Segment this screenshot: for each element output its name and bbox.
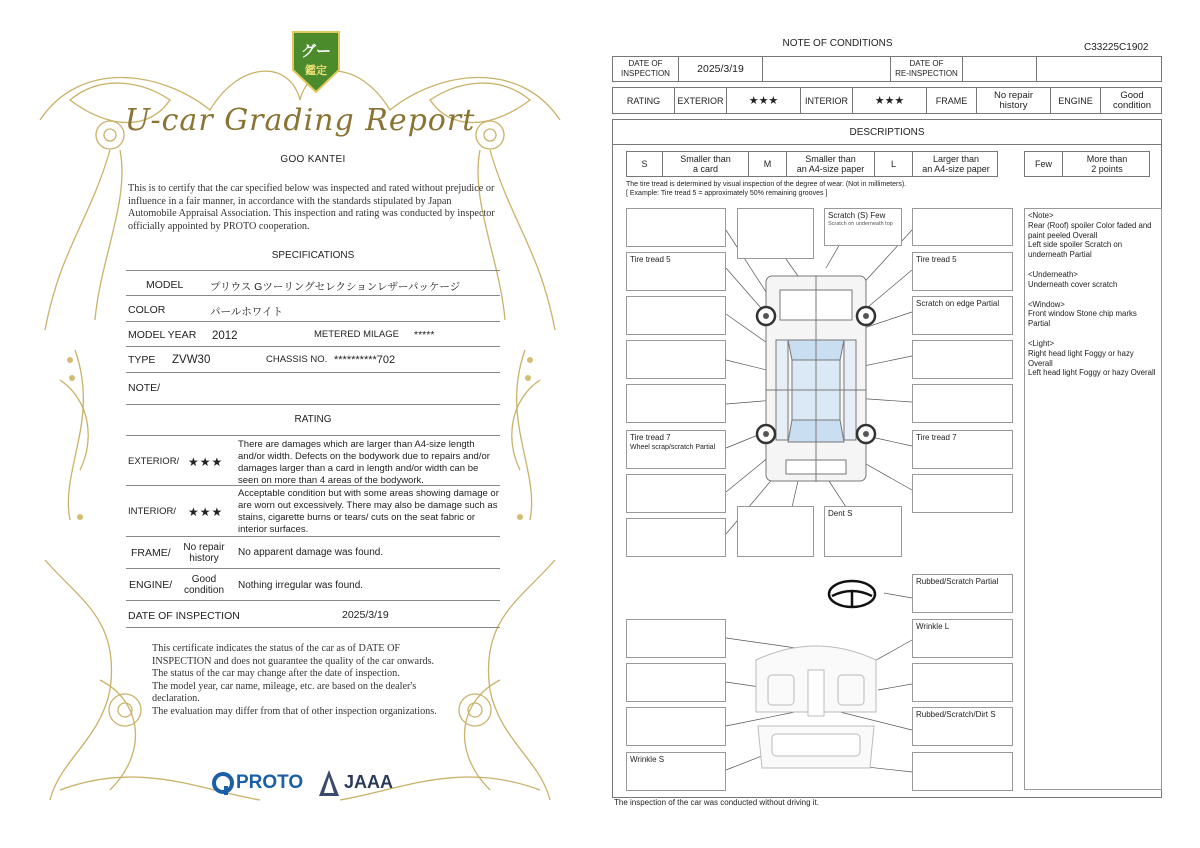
damage-box-tire-fr: Tire tread 5 [912,252,1013,291]
type-label: TYPE [128,354,156,366]
doi-label: DATE OF INSPECTION [613,57,679,81]
model-year-row [126,322,500,347]
type-value: ZVW30 [172,354,211,366]
legend-l: L [875,152,913,176]
car-top-view [766,276,866,482]
frame-label: FRAME/ [131,547,171,559]
damage-box-11 [626,518,726,557]
exterior-desc: There are damages which are larger than A4-size length and/or width. Defects on the bodywork due to repairs and/or damages larger than a card in length and/or width can be seen on more than 4 areas of the bodywork. [238,439,490,486]
frame-label: FRAME [927,88,977,113]
proto-logo-icon [212,772,234,796]
note-of-conditions [600,0,1200,848]
certificate-footer: This certificate indicates the status of the car as of DATE OF INSPECTION and does not guarantee the quality of the car onwards. The status of the car may change after the date of inspection. The model year, car name, mileage, etc. are based on the dealer's declaration. The evaluation may differ from that of other inspection organizations. [152,643,437,717]
damage-box-tire-fl: Tire tread 5 [626,252,726,291]
light-section: <Light> Right head light Foggy or hazy Overall Left head light Foggy or hazy Overall [1028,338,1156,378]
steering-wheel-icon [829,581,875,607]
note-row [126,373,500,405]
legend-few-text: More than 2 points [1086,154,1128,174]
color-label: COLOR [128,304,166,316]
exterior-stars: ★★★ [727,88,801,113]
damage-box-15 [912,663,1013,702]
damage-box-edge: Scratch on edge Partial [912,296,1013,335]
proto-brand: PROTO [236,772,304,793]
color-row [126,296,500,322]
legend-l-text: Larger than an A4-size paper [922,154,990,174]
svg-text:鑑定: 鑑定 [305,64,327,77]
certificate-intro: This is to certify that the car specified below was inspected and rated without prejudice or influence in a fair manner, in accordance with the standards stipulated by Japan Automobile Appraisal Association. This inspection and rating was conducted by inspector officially appointed by PROTO cooperation. [128,183,495,232]
noc-title: NOTE OF CONDITIONS [782,38,893,49]
damage-box-top-mid: Scratch (S) Few Scratch on underneath top [824,208,902,246]
doi-value: 2025/3/19 [679,57,763,81]
reinspection-label: DATE OF RE-INSPECTION [891,57,963,81]
jaaa-logo-icon [318,769,340,797]
engine-desc: Nothing irregular was found. [238,580,364,591]
window-section: <Window> Front window Stone chip marks Partial [1028,299,1137,329]
goo-kantei-logo [287,30,345,94]
model-year-value: 2012 [212,330,238,342]
interior-rating-row [126,486,500,537]
report-subtitle: GOO KANTEI [280,154,346,165]
note-label: NOTE/ [128,382,161,394]
damage-box-tire-rr: Tire tread 7 [912,430,1013,469]
damage-box-13 [626,619,726,658]
rating-heading: RATING [294,414,332,425]
type-row [126,347,500,373]
engine-label: ENGINE [1051,88,1101,113]
damage-box-3 [912,208,1013,246]
interior-label: INTERIOR/ [128,506,177,517]
note-section: <Note> Rear (Roof) spoiler Color faded and paint peeled Overall Left side spoiler Scratch on underneath Partial [1028,211,1152,260]
chassis-value: **********702 [334,354,396,366]
doi-value: 2025/3/19 [342,609,389,621]
underneath-section: <Underneath> Underneath cover scratch [1028,269,1118,289]
damage-box-12 [737,506,814,557]
damage-box-16 [626,707,726,746]
frame-value: No repair history [977,88,1051,113]
jaaa-brand: JAAA [344,772,394,792]
damage-box-5 [626,340,726,379]
notes-column [1024,208,1162,790]
engine-value: Good condition [1112,89,1152,111]
legend-s: S [627,152,663,176]
model-row [126,270,500,296]
engine-rating-row [126,569,500,601]
svg-text:グー: グー [300,42,332,60]
noc-footer: The inspection of the car was conducted without driving it. [614,798,819,807]
damage-box-1 [626,208,726,247]
legend-m-text: Smaller than an A4-size paper [787,152,875,176]
specifications-heading: SPECIFICATIONS [271,250,355,261]
damage-box-9 [626,474,726,513]
damage-box-7 [626,384,726,423]
engine-value: Good condition [183,574,225,596]
damage-box-2 [737,208,814,259]
damage-box-4 [626,296,726,335]
car-interior-view [756,646,876,768]
exterior-rating-row [126,435,500,486]
damage-box-tire-rl: Tire tread 7 Wheel scrap/scratch Partial [626,430,726,469]
legend-few: Few [1025,152,1063,176]
interior-stars: ★★★ [853,88,927,113]
interior-label: INTERIOR [801,88,853,113]
descriptions-heading: DESCRIPTIONS [613,120,1161,145]
engine-label: ENGINE/ [129,579,173,591]
damage-box-17 [912,752,1013,791]
date-of-inspection-row [126,601,500,628]
exterior-stars: ★★★ [188,455,224,469]
rating-label: RATING [613,88,675,113]
model-year-label: MODEL YEAR [128,329,197,341]
frame-desc: No apparent damage was found. [238,547,384,558]
model-label: MODEL [146,279,184,291]
frame-rating-row [126,537,500,569]
legend-s-text: Smaller than a card [663,152,749,176]
noc-id: C33225C1902 [1084,42,1149,53]
frame-value: No repair history [183,542,225,564]
damage-box-8 [912,384,1013,423]
damage-box-6 [912,340,1013,379]
tire-tread-note: The tire tread is determined by visual inspection of the degree of wear. (Not in millimeters). [ Example: Tire tread 5 = approximately 50% remaining grooves ] [626,181,907,197]
legend-m: M [749,152,787,176]
interior-desc: Acceptable condition but with some areas showing damage or are worn out excessively. There may also be damage such as stains, cigarette burns or tears/ cuts on the seat fabric or interior surfaces. [238,488,499,535]
damage-box-wrinkle-l: Wrinkle L [912,619,1013,658]
damage-box-dent: Dent S [824,506,902,557]
chassis-label: CHASSIS NO. [266,354,328,365]
model-value: プリウス Gツーリングセレクションレザーパッケージ [210,281,461,293]
doi-label: DATE OF INSPECTION [128,610,240,622]
mileage-value: ***** [414,329,435,341]
damage-box-rubbed-2: Rubbed/Scratch/Dirt S [912,707,1013,746]
damage-box-10 [912,474,1013,513]
interior-stars: ★★★ [188,505,224,519]
damage-box-wrinkle-s: Wrinkle S [626,752,726,791]
color-value: パールホワイト [210,306,283,318]
report-title: U-car Grading Report [124,103,476,138]
mileage-label: METERED MILAGE [314,329,399,340]
damage-box-14 [626,663,726,702]
exterior-label: EXTERIOR/ [128,456,180,467]
exterior-label: EXTERIOR [675,88,727,113]
damage-box-rubbed-1: Rubbed/Scratch Partial [912,574,1013,613]
